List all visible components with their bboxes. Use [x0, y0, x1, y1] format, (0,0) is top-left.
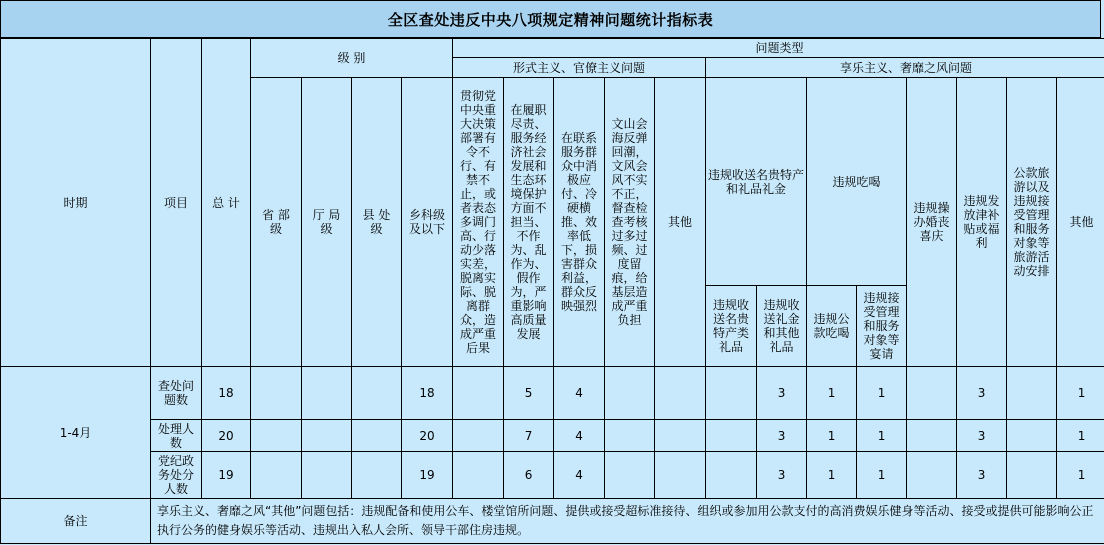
cell-formalism-4	[605, 452, 655, 499]
header-weddings-funerals: 违规操办婚丧喜庆	[907, 78, 957, 367]
header-hedonism-other: 其他	[1057, 78, 1104, 367]
header-dining-group: 违规吃喝	[807, 78, 907, 286]
header-hedonism-group: 享乐主义、奢靡之风问题	[706, 58, 1104, 78]
header-item: 项目	[151, 39, 202, 367]
cell-formalism-3: 4	[554, 452, 605, 499]
cell-weddings-funerals	[907, 367, 957, 420]
header-public-travel: 公款旅游以及违规接受管理和服务对象等旅游活动安排	[1007, 78, 1057, 367]
cell-total: 18	[202, 367, 251, 420]
cell-formalism-3: 4	[554, 420, 605, 452]
cell-total: 19	[202, 452, 251, 499]
remarks-label: 备注	[1, 499, 151, 544]
cell-dining-public: 1	[807, 420, 857, 452]
cell-formalism-1	[453, 452, 504, 499]
statistics-table	[0, 38, 1104, 544]
header-gift-specialty: 违规收送名贵特产类礼品	[706, 286, 757, 367]
header-total: 总 计	[202, 39, 251, 367]
cell-bureau	[302, 420, 352, 452]
cell-formalism-other	[655, 367, 706, 420]
header-formalism-3: 在联系服务群众中消极应付、冷硬横推、效率低下，损害群众利益，群众反映强烈	[554, 78, 605, 367]
table-row	[1, 420, 1104, 452]
cell-county	[352, 420, 402, 452]
cell-formalism-other	[655, 452, 706, 499]
cell-province	[251, 367, 302, 420]
cell-hedonism-other: 1	[1057, 367, 1104, 420]
cell-province	[251, 420, 302, 452]
header-gift-group: 违规收送名贵特产和礼品礼金	[706, 78, 807, 286]
cell-weddings-funerals	[907, 420, 957, 452]
cell-public-travel	[1007, 452, 1057, 499]
row-label: 查处问题数	[151, 367, 202, 420]
cell-county	[352, 452, 402, 499]
cell-formalism-other	[655, 420, 706, 452]
cell-dining-banquet: 1	[857, 367, 907, 420]
cell-dining-public: 1	[807, 452, 857, 499]
table-row	[1, 452, 1104, 499]
cell-hedonism-other: 1	[1057, 452, 1104, 499]
header-formalism-1: 贯彻党中央重大决策部署有令不行、有禁不止，或者表态多调门高、行动少落实差，脱离实际、脱离群众，造成严重后果	[453, 78, 504, 367]
header-formalism-group: 形式主义、官僚主义问题	[453, 58, 706, 78]
cell-bureau	[302, 367, 352, 420]
header-level-province: 省 部 级	[251, 78, 302, 367]
cell-formalism-2: 7	[504, 420, 554, 452]
cell-total: 20	[202, 420, 251, 452]
cell-formalism-1	[453, 367, 504, 420]
cell-dining-public: 1	[807, 367, 857, 420]
header-dining-public: 违规公款吃喝	[807, 286, 857, 367]
table-title: 全区查处违反中央八项规定精神问题统计指标表	[0, 0, 1101, 38]
cell-public-travel	[1007, 420, 1057, 452]
header-formalism-other: 其他	[655, 78, 706, 367]
cell-township: 20	[402, 420, 453, 452]
table-row	[1, 367, 1104, 420]
cell-formalism-1	[453, 420, 504, 452]
cell-gift-specialty	[706, 420, 757, 452]
cell-gift-specialty	[706, 452, 757, 499]
header-level-bureau: 厅 局 级	[302, 78, 352, 367]
cell-allowances: 3	[957, 420, 1007, 452]
cell-gift-money: 3	[757, 367, 807, 420]
header-level: 级 别	[251, 39, 453, 78]
header-problem-type: 问题类型	[453, 39, 1104, 58]
cell-weddings-funerals	[907, 452, 957, 499]
cell-formalism-4	[605, 420, 655, 452]
row-label: 党纪政务处分人数	[151, 452, 202, 499]
cell-hedonism-other: 1	[1057, 420, 1104, 452]
header-period: 时期	[1, 39, 151, 367]
header-level-township: 乡科级 及以下	[402, 78, 453, 367]
header-gift-money: 违规收送礼金和其他礼品	[757, 286, 807, 367]
row-label: 处理人数	[151, 420, 202, 452]
cell-dining-banquet: 1	[857, 420, 907, 452]
header-level-county: 县 处 级	[352, 78, 402, 367]
period-cell: 1-4月	[1, 367, 151, 499]
header-formalism-4: 文山会海反弹回潮，文风会风不实不正，督查检查考核过多过频、过度留痕，给基层造成严重负担	[605, 78, 655, 367]
header-allowances: 违规发放津补贴或福利	[957, 78, 1007, 367]
cell-province	[251, 452, 302, 499]
cell-formalism-4	[605, 367, 655, 420]
cell-formalism-3: 4	[554, 367, 605, 420]
cell-formalism-2: 6	[504, 452, 554, 499]
cell-formalism-2: 5	[504, 367, 554, 420]
cell-dining-banquet: 1	[857, 452, 907, 499]
cell-allowances: 3	[957, 367, 1007, 420]
cell-allowances: 3	[957, 452, 1007, 499]
cell-gift-specialty	[706, 367, 757, 420]
cell-county	[352, 367, 402, 420]
cell-gift-money: 3	[757, 452, 807, 499]
cell-township: 19	[402, 452, 453, 499]
cell-public-travel	[1007, 367, 1057, 420]
header-formalism-2: 在履职尽责、服务经济社会发展和生态环境保护方面不担当、不作为、乱作为、假作为，严重影响高质量发展	[504, 78, 554, 367]
header-dining-banquet: 违规接受管理和服务对象等宴请	[857, 286, 907, 367]
cell-township: 18	[402, 367, 453, 420]
remarks-text: 享乐主义、奢靡之风“其他”问题包括：违规配备和使用公车、楼堂馆所问题、提供或接受超标准接待、组织或参加用公款支付的高消费娱乐健身等活动、接受或提供可能影响公正执行公务的健身娱乐等活动、违规出入私人会所、领导干部住房违规。	[151, 499, 1104, 544]
cell-gift-money: 3	[757, 420, 807, 452]
cell-bureau	[302, 452, 352, 499]
